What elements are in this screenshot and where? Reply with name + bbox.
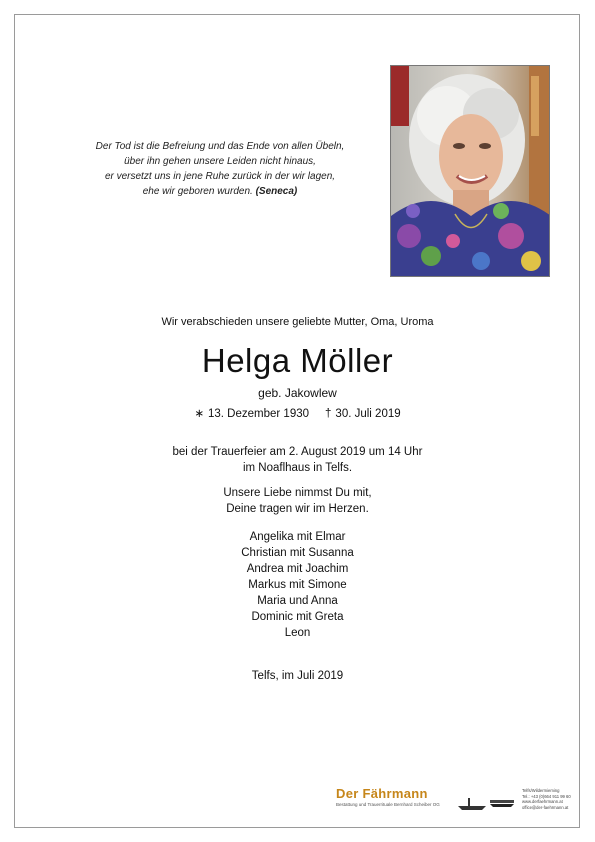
quote-line: er versetzt uns in jene Ruhe zurück in der wir lagen, xyxy=(104,171,336,182)
ceremony-line: bei der Trauerfeier am 2. August 2019 um 14 Uhr xyxy=(172,446,423,458)
seneca-quote xyxy=(60,139,380,199)
mourner: Andrea mit Joachim xyxy=(246,563,349,575)
quote-line: über ihn gehen unsere Leiden nicht hinaus, xyxy=(124,156,316,167)
logo-title: Der Fährmann xyxy=(336,786,428,801)
mourner: Christian mit Susanna xyxy=(241,547,354,559)
birth-date: 13. Dezember 1930 xyxy=(208,408,310,420)
logo-subtitle: Bestattung und Trauerrituale Bernhard Scheiber OG xyxy=(336,802,440,807)
boat-icon xyxy=(456,792,518,812)
intro-text: Wir verabschieden unsere geliebte Mutter, Oma, Uroma xyxy=(161,316,434,328)
ceremony-info xyxy=(0,444,595,476)
birth-star-icon: ∗ xyxy=(194,408,204,420)
contact-line: Tel.: +43 (0)664 911 99 60 xyxy=(522,793,571,799)
mourner: Maria und Anna xyxy=(257,595,338,607)
contact-line: office@der-faehrmann.at xyxy=(522,804,569,810)
ceremony-line: im Noaflhaus in Telfs. xyxy=(242,462,353,474)
contact-line: Telfs/Wildermieming xyxy=(522,788,560,793)
maiden-name: geb. Jakowlew xyxy=(258,386,337,400)
death-date: 30. Juli 2019 xyxy=(335,408,401,420)
life-dates xyxy=(0,406,595,420)
place-and-date xyxy=(0,668,595,684)
funeral-home-logo xyxy=(336,786,454,814)
mourner: Markus mit Simone xyxy=(248,579,347,591)
quote-line-last xyxy=(60,184,380,199)
deceased-name: Helga Möller xyxy=(201,342,394,379)
mourner: Angelika mit Elmar xyxy=(249,531,346,543)
place-date-text: Telfs, im Juli 2019 xyxy=(251,670,344,682)
message-line: Deine tragen wir im Herzen. xyxy=(226,503,369,515)
quote-last-text: ehe wir geboren wurden. xyxy=(142,186,253,197)
contact-info xyxy=(522,788,572,810)
farewell-message xyxy=(0,485,595,517)
mourners-list xyxy=(0,529,595,641)
message-line: Unsere Liebe nimmst Du mit, xyxy=(223,487,372,499)
portrait-image xyxy=(391,66,550,277)
contact-line: www.derfaehrmann.at xyxy=(522,799,563,804)
death-cross-icon: † xyxy=(325,408,332,420)
quote-line: Der Tod ist die Befreiung und das Ende von allen Übeln, xyxy=(95,141,345,152)
quote-author: (Seneca) xyxy=(255,186,298,197)
portrait-photo xyxy=(390,65,550,277)
mourner: Leon xyxy=(284,627,311,639)
mourner: Dominic mit Greta xyxy=(251,611,344,623)
